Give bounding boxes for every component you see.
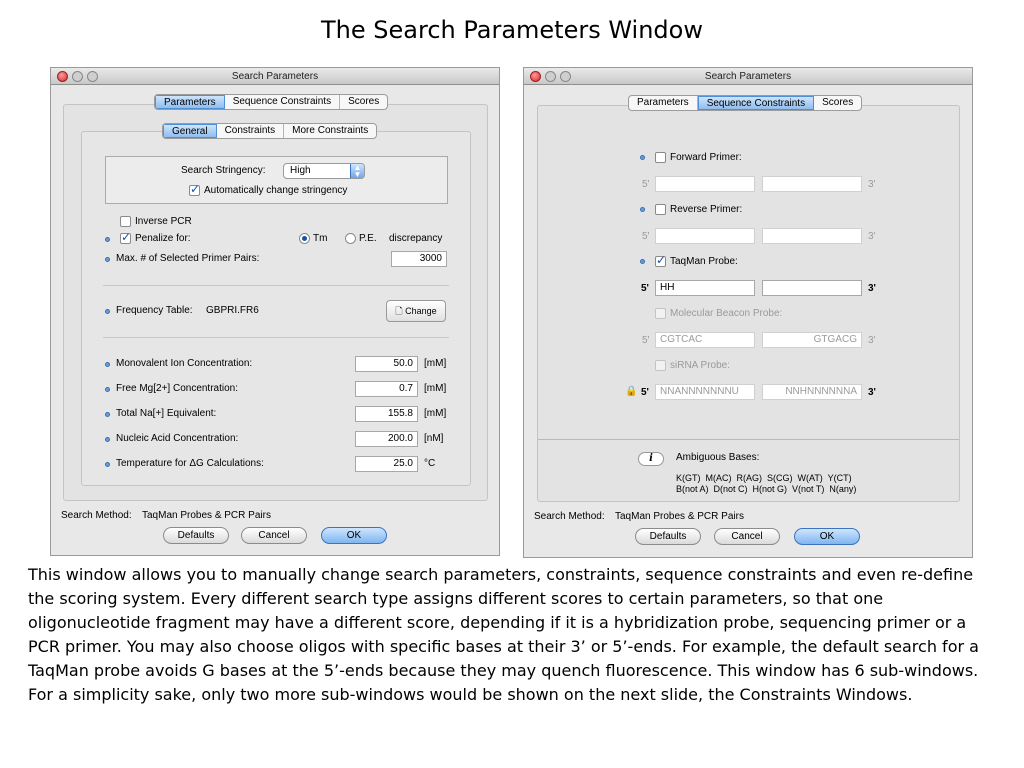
taqman-probe-checkbox[interactable]	[655, 256, 666, 267]
sub-tabs	[162, 123, 377, 139]
five-prime-label: 5'	[641, 387, 649, 398]
tm-radio[interactable]	[299, 233, 310, 244]
three-prime-label: 3'	[868, 335, 876, 346]
bullet-icon	[105, 462, 110, 467]
close-window-icon[interactable]	[530, 71, 541, 82]
cancel-button[interactable]: Cancel	[714, 528, 780, 545]
bullet-icon	[105, 257, 110, 262]
reverse-5-input[interactable]	[655, 228, 755, 244]
three-prime-label: 3'	[868, 283, 876, 294]
window-titlebar[interactable]	[524, 68, 972, 85]
max-pairs-input[interactable]: 3000	[391, 251, 447, 267]
tab-parameters[interactable]: Parameters	[629, 96, 698, 110]
param-unit: [nM]	[424, 433, 444, 444]
tab-panel	[537, 105, 960, 502]
lock-icon: 🔒	[625, 386, 638, 397]
param-label: Total Na[+] Equivalent:	[116, 408, 217, 419]
reverse-primer-row[interactable]	[655, 204, 742, 215]
beacon-row[interactable]	[655, 308, 782, 319]
bullet-icon	[640, 207, 645, 212]
param-input[interactable]: 50.0	[355, 356, 418, 372]
auto-stringency-checkbox[interactable]	[189, 185, 200, 196]
close-window-icon[interactable]	[57, 71, 68, 82]
taqman-3-input[interactable]	[762, 280, 862, 296]
info-icon: i	[638, 452, 664, 466]
max-pairs-label: Max. # of Selected Primer Pairs:	[116, 253, 260, 264]
window-title: Search Parameters	[231, 71, 319, 82]
ok-button[interactable]: OK	[321, 527, 387, 544]
ok-button[interactable]: OK	[794, 528, 860, 545]
tab-scores[interactable]: Scores	[822, 97, 854, 108]
bullet-icon	[640, 259, 645, 264]
discrepancy-label: discrepancy	[389, 233, 443, 244]
search-parameters-window-right	[523, 67, 973, 558]
bullet-icon	[105, 412, 110, 417]
change-button-label: Change	[405, 306, 437, 316]
search-method-label: Search Method:	[61, 510, 132, 521]
stringency-group	[105, 156, 448, 204]
param-label: Nucleic Acid Concentration:	[116, 433, 239, 444]
minimize-window-icon[interactable]	[72, 71, 83, 82]
search-method-value: TaqMan Probes & PCR Pairs	[142, 510, 271, 521]
taqman-probe-label: TaqMan Probe:	[670, 256, 738, 268]
defaults-button[interactable]: Defaults	[635, 528, 701, 545]
sirna-label: siRNA Probe:	[670, 360, 731, 372]
three-prime-label: 3'	[868, 387, 876, 398]
param-unit: [mM]	[424, 358, 447, 369]
divider	[103, 285, 449, 286]
taqman-5-input[interactable]: HH	[655, 280, 755, 296]
sirna-row[interactable]	[655, 360, 730, 371]
tab-sequence-constraints[interactable]: Sequence Constraints	[225, 95, 340, 109]
cancel-button[interactable]: Cancel	[241, 527, 307, 544]
sirna-5-input[interactable]: NNANNNNNNNU	[655, 384, 755, 400]
main-tabs	[628, 95, 862, 111]
pe-radio-row[interactable]	[345, 233, 377, 244]
sirna-3-input[interactable]: NNHNNNNNNA	[762, 384, 862, 400]
window-titlebar[interactable]	[51, 68, 499, 85]
param-unit: °C	[424, 458, 436, 469]
beacon-checkbox[interactable]	[655, 308, 666, 319]
five-prime-label: 5'	[642, 231, 650, 242]
pe-radio[interactable]	[345, 233, 356, 244]
stringency-select[interactable]	[283, 163, 365, 179]
param-unit: [mM]	[424, 383, 447, 394]
bullet-icon	[105, 237, 110, 242]
window-controls	[530, 71, 571, 82]
reverse-3-input[interactable]	[762, 228, 862, 244]
bullet-icon	[105, 309, 110, 314]
penalize-row[interactable]	[120, 233, 191, 244]
inverse-pcr-label: Inverse PCR	[135, 216, 192, 228]
tm-label: Tm	[313, 233, 328, 245]
penalize-checkbox[interactable]	[120, 233, 131, 244]
beacon-5-input[interactable]: CGTCAC	[655, 332, 755, 348]
reverse-primer-label: Reverse Primer:	[670, 204, 743, 216]
search-parameters-window-left	[50, 67, 500, 556]
five-prime-label: 5'	[642, 335, 650, 346]
search-method-label: Search Method:	[534, 511, 605, 522]
tm-radio-row[interactable]	[299, 233, 327, 244]
beacon-label: Molecular Beacon Probe:	[670, 308, 783, 320]
three-prime-label: 3'	[868, 179, 876, 190]
select-arrows-icon: ▲ ▼	[350, 164, 364, 178]
bullet-icon	[640, 155, 645, 160]
zoom-window-icon[interactable]	[560, 71, 571, 82]
param-input[interactable]: 200.0	[355, 431, 418, 447]
five-prime-label: 5'	[641, 283, 649, 294]
forward-primer-row[interactable]	[655, 152, 742, 163]
minimize-window-icon[interactable]	[545, 71, 556, 82]
reverse-primer-checkbox[interactable]	[655, 204, 666, 215]
bullet-icon	[105, 362, 110, 367]
slide-caption: This window allows you to manually change search parameters, constraints, sequence constraints and even re-define the scoring system. Every different search type assigns different scores to certain parameters, so that one oligonucleotide fragment may have a different score, depending if it is a hybridization probe, sequencing primer or a PCR primer. You may also choose oligos with specific bases at their 3’ or 5’-ends. For example, the default search for a TaqMan probe avoids G bases at the 5’-ends because they may quench fluorescence. This window has 6 sub-windows. For a simplicity sake, only two more sub-windows would be shown on the next slide, the Constraints Windows.	[28, 565, 979, 704]
tab-parameters[interactable]: Parameters	[155, 95, 225, 109]
ambiguous-bases-line2: B(not A) D(not C) H(not G) V(not T) N(any)	[676, 484, 857, 494]
beacon-3-input[interactable]: GTGACG	[762, 332, 862, 348]
forward-5-input[interactable]	[655, 176, 755, 192]
param-label: Free Mg[2+] Concentration:	[116, 383, 239, 394]
bullet-icon	[105, 437, 110, 442]
zoom-window-icon[interactable]	[87, 71, 98, 82]
search-method-value: TaqMan Probes & PCR Pairs	[615, 511, 744, 522]
divider	[103, 337, 449, 338]
window-title: Search Parameters	[704, 71, 792, 82]
forward-3-input[interactable]	[762, 176, 862, 192]
frequency-table-label: Frequency Table:	[116, 305, 193, 316]
pe-label: P.E.	[359, 233, 377, 245]
param-label: Temperature for ΔG Calculations:	[116, 458, 264, 469]
auto-stringency-row[interactable]	[189, 185, 347, 196]
ambiguous-bases-title: Ambiguous Bases:	[676, 452, 760, 463]
tab-scores[interactable]: Scores	[348, 96, 380, 107]
forward-primer-checkbox[interactable]	[655, 152, 666, 163]
auto-stringency-label: Automatically change stringency	[204, 185, 348, 197]
frequency-table-value: GBPRI.FR6	[206, 305, 259, 316]
divider	[538, 439, 959, 440]
param-input[interactable]: 0.7	[355, 381, 418, 397]
inverse-pcr-checkbox[interactable]	[120, 216, 131, 227]
bullet-icon	[105, 387, 110, 392]
defaults-button[interactable]: Defaults	[163, 527, 229, 544]
subtab-more-constraints[interactable]: More Constraints	[292, 125, 369, 136]
subtab-constraints[interactable]: Constraints	[217, 124, 285, 138]
ambiguous-bases-line1: K(GT) M(AC) R(AG) S(CG) W(AT) Y(CT)	[676, 473, 852, 483]
five-prime-label: 5'	[642, 179, 650, 190]
subtab-general[interactable]: General	[163, 124, 217, 138]
stringency-value: High	[290, 165, 311, 176]
slide-title: The Search Parameters Window	[321, 16, 703, 44]
taqman-probe-row[interactable]	[655, 256, 738, 267]
main-tabs	[154, 94, 388, 110]
param-label: Monovalent Ion Concentration:	[116, 358, 253, 369]
tab-sequence-constraints[interactable]: Sequence Constraints	[698, 96, 814, 110]
three-prime-label: 3'	[868, 231, 876, 242]
window-controls	[57, 71, 98, 82]
inverse-pcr-row[interactable]	[120, 216, 192, 227]
stringency-label: Search Stringency:	[181, 165, 266, 176]
param-input[interactable]: 155.8	[355, 406, 418, 422]
document-icon: 🗋	[395, 306, 403, 316]
change-button[interactable]	[386, 300, 446, 322]
sirna-checkbox[interactable]	[655, 360, 666, 371]
param-unit: [mM]	[424, 408, 447, 419]
param-input[interactable]: 25.0	[355, 456, 418, 472]
penalize-label: Penalize for:	[135, 233, 191, 245]
forward-primer-label: Forward Primer:	[670, 152, 742, 164]
